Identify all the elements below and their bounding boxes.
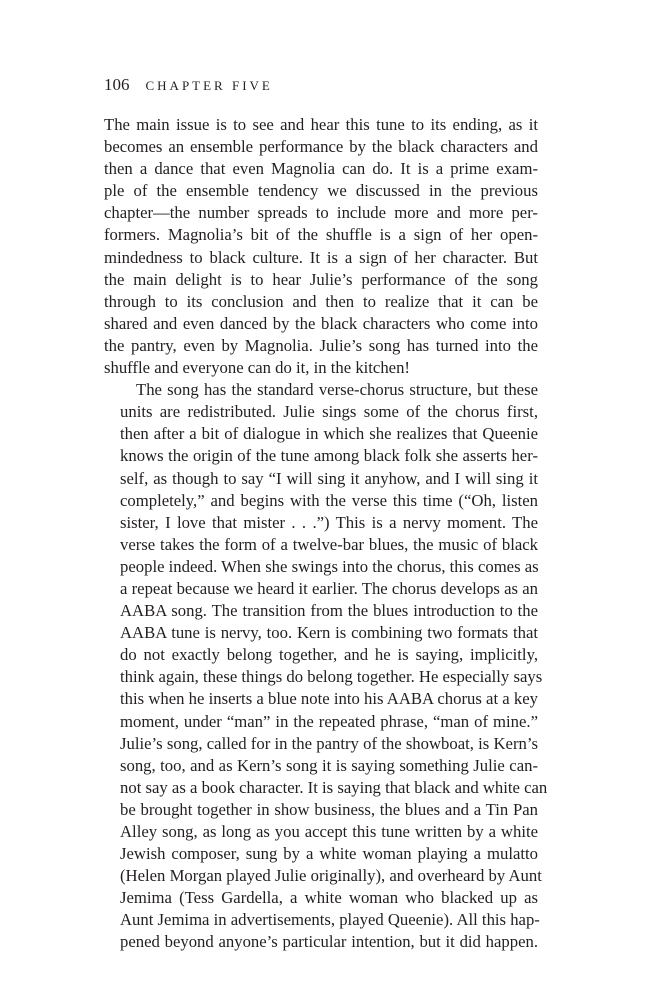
text-line: The song has the standard verse-chorus structure, but these [136,380,538,400]
text-line: the main delight is to hear Julie’s performance of the song [104,269,538,289]
text-line: Aunt Jemima in advertisements, played Queenie). All this hap- [120,910,540,930]
text-line: (Helen Morgan played Julie originally), and overheard by Aunt [120,866,542,886]
chapter-label: CHAPTER FIVE [145,78,273,93]
text-line: Alley song, as long as you accept this tune written by a white [120,822,538,841]
text-line: units are redistributed. Julie sings some of the chorus first, [120,402,538,422]
text-line: AABA song. The transition from the blues introduction to the [120,601,538,621]
text-line: not say as a book character. It is saying that black and white can [120,777,548,797]
text-line: The main issue is to see and hear this tune to its ending, as it [104,115,538,134]
text-line: ple of the ensemble tendency we discussed in the previous [104,181,538,201]
text-line: verse takes the form of a twelve-bar blues, the music of black [120,534,538,554]
text-line: the pantry, even by Magnolia. Julie’s song has turned into the [104,335,538,355]
text-line: a repeat because we heard it earlier. The chorus develops as an [120,578,538,598]
text-line: through to its conclusion and then to realize that it can be [104,291,538,311]
text-line: people indeed. When she swings into the chorus, this comes as [120,556,539,576]
text-line: song, too, and as Kern’s song it is saying something Julie can- [120,755,538,775]
text-line: completely,” and begins with the verse this time (“Oh, listen [120,490,538,510]
text-line: think again, these things do belong together. He especially says [120,667,543,687]
text-line: Julie’s song, called for in the pantry of the showboat, is Kern’s [120,733,538,753]
text-line: sister, I love that mister . . .”) This is a nervy moment. The [120,512,538,532]
text-line: do not exactly belong together, and he is saying, implicitly, [120,645,538,665]
text-line: Jemima (Tess Gardella, a white woman who blacked up as [120,888,538,908]
paragraph-1 [104,114,538,379]
text-line: formers. Magnolia’s bit of the shuffle is a sign of her open- [104,225,538,245]
text-line: Jewish composer, sung by a white woman playing a mulatto [120,844,538,864]
text-line: be brought together in show business, the blues and a Tin Pan [120,799,538,819]
paragraph-2 [104,379,548,953]
running-head [104,74,538,96]
book-page [104,74,548,954]
page-number: 106 [104,75,130,94]
text-line: self, as though to say “I will sing it anyhow, and I will sing it [120,468,538,488]
text-line: becomes an ensemble performance by the black characters and [104,137,538,157]
text-line: knows the origin of the tune among black folk she asserts her- [120,446,538,466]
text-line: chapter—the number spreads to include more and more per- [104,203,538,223]
text-line: this when he inserts a blue note into his AABA chorus at a key [120,689,538,709]
text-line: shared and even danced by the black characters who come into [104,313,538,333]
text-line: shuffle and everyone can do it, in the kitchen! [104,358,410,378]
text-line: then a dance that even Magnolia can do. It is a prime exam- [104,159,538,179]
text-line: moment, under “man” in the repeated phrase, “man of mine.” [120,711,538,731]
text-line: then after a bit of dialogue in which she realizes that Queenie [120,424,538,444]
text-line: AABA tune is nervy, too. Kern is combining two formats that [120,623,538,643]
text-line: pened beyond anyone’s particular intention, but it did happen. [120,932,538,952]
text-line: mindedness to black culture. It is a sign of her character. But [104,247,538,267]
